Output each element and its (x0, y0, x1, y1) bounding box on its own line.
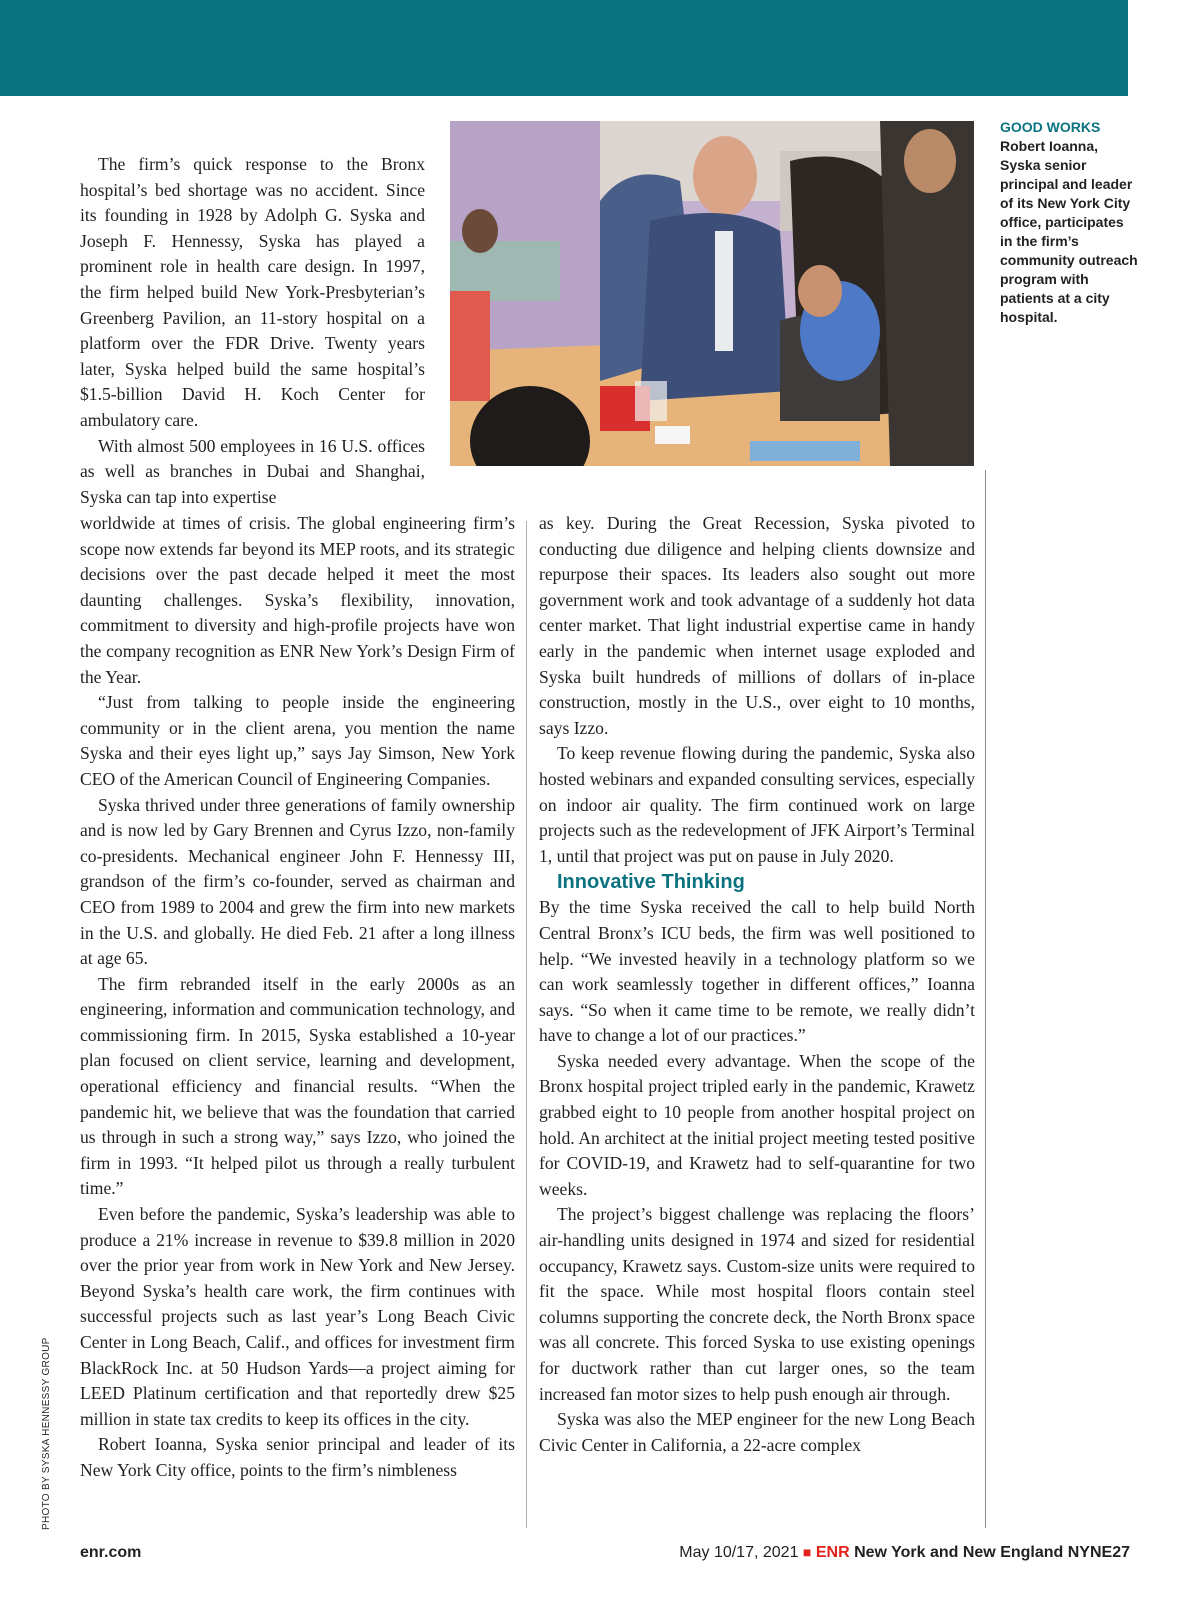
article-column-2 (539, 511, 975, 1458)
paragraph: worldwide at times of crisis. The global engineering firm’s scope now extends far beyond its MEP roots, and its strategic decisions over the past decade helped it meet the most daunting challenges. Syska’s flexibility, innovation, commitment to diversity and high-profile projects have won the company recognition as ENR New York’s Design Firm of the Year. (80, 513, 515, 687)
paragraph: With almost 500 employees in 16 U.S. offices as well as branches in Dubai and Shanghai, Syska can tap into expertise (80, 435, 425, 507)
paragraph: as key. During the Great Recession, Syska pivoted to conducting due diligence and helping clients downsize and repurpose their spaces. Its leaders also sought out more government work and took advantage of a suddenly hot data center market. That light industrial expertise came in handy early in the pandemic when internet usage exploded and Syska built hundreds of millions of dollars of in-place construction, mostly in the U.S., over eight to 10 months, says Izzo. (539, 513, 975, 738)
paragraph: The firm’s quick response to the Bronx hospital’s bed shortage was no accident. Since its founding in 1928 by Adolph G. Syska and Joseph F. Hennessy, Syska has played a prominent role in health care design. In 1997, the firm helped build New York-Presbyterian’s Greenberg Pavilion, an 11-story hospital on a platform over the FDR Drive. Twenty years later, Syska helped build the same hospital’s $1.5-billion David H. Koch Center for ambulatory care. (80, 154, 425, 430)
section-subhead: Innovative Thinking (557, 871, 745, 894)
caption-title: GOOD WORKS (1000, 119, 1101, 135)
footer-date: May 10/17, 2021 (679, 1544, 799, 1561)
photo-caption (1000, 118, 1140, 327)
article-column-1-top (80, 152, 425, 510)
footer-publication: New York and New England NYNE27 (854, 1544, 1130, 1561)
paragraph: Syska needed every advantage. When the scope of the Bronx hospital project tripled early in the pandemic, Krawetz grabbed eight to 10 people from another hospital project on hold. An architect at the initial project meeting tested positive for COVID-19, and Krawetz had to self-quarantine for two weeks. (539, 1050, 975, 1199)
footer-website: enr.com (80, 1544, 142, 1561)
footer-folio (640, 1544, 1130, 1562)
caption-divider (985, 470, 986, 1528)
photo-credit: PHOTO BY SYSKA HENNESSY GROUP (41, 1337, 52, 1530)
footer-square-icon: ■ (802, 1544, 812, 1560)
paragraph: The firm rebranded itself in the early 2000s as an engineering, information and communication technology, and commissioning firm. In 2015, Syska established a 10-year plan focused on client service, learning and development, operational efficiency and financial results. “When the pandemic hit, we believe that was the foundation that carried us through in such a strong way,” says Izzo, who joined the firm in 1993. “It helped pilot us through a really turbulent time.” (80, 973, 515, 1199)
column-divider (526, 521, 527, 1528)
footer-brand: ENR (815, 1544, 850, 1561)
paragraph: Robert Ioanna, Syska senior principal and leader of its New York City office, points to the firm’s nimbleness (80, 1434, 515, 1480)
paragraph: Even before the pandemic, Syska’s leadership was able to produce a 21% increase in revenue to $39.8 million in 2020 over the prior year from work in New York and New Jersey. Beyond Syska’s health care work, the firm continues with successful projects such as last year’s Long Beach Civic Center in Long Beach, Calif., and offices for investment firm BlackRock Inc. at 50 Hudson Yards—a project aiming for LEED Platinum certification and that reportedly drew $25 million in state tax credits to keep its offices in the city. (80, 1204, 515, 1429)
photo-illustration (450, 121, 974, 466)
paragraph: “Just from talking to people inside the engineering community or in the client arena, you mention the name Syska and their eyes light up,” says Jay Simson, New York CEO of the American Council of Engineering Companies. (80, 692, 515, 789)
caption-text: Robert Ioanna, Syska senior principal and leader of its New York City office, participates in the firm’s community outreach program with patients at a city hospital. (1000, 138, 1138, 325)
header-color-bar (0, 0, 1128, 96)
paragraph: By the time Syska received the call to help build North Central Bronx’s ICU beds, the firm was well positioned to help. “We invested heavily in a technology platform so we can work seamlessly together in different offices,” Ioanna says. “So when it came time to be remote, we really didn’t have to change a lot of our practices.” (539, 897, 975, 1046)
paragraph: Syska thrived under three generations of family ownership and is now led by Gary Brennen and Cyrus Izzo, non-family co-presidents. Mechanical engineer John F. Hennessy III, grandson of the firm’s co-founder, served as chairman and CEO from 1989 to 2004 and grew the firm into new markets in the U.S. and globally. He died Feb. 21 after a long illness at age 65. (80, 794, 515, 969)
article-photo (450, 121, 974, 466)
paragraph: To keep revenue flowing during the pandemic, Syska also hosted webinars and expanded consulting services, especially on indoor air quality. The firm continued work on large projects such as the redevelopment of JFK Airport’s Terminal 1, until that project was put on pause in July 2020. (539, 743, 975, 866)
paragraph: The project’s biggest challenge was replacing the floors’ air-handling units designed in 1974 and sized for residential occupancy, Krawetz says. Custom-size units were required to fit the space. While most hospital floors contain steel columns supporting the concrete deck, the North Bronx space was all concrete. This forced Syska to use existing openings for ductwork rather than cut larger ones, so the team increased fan motor sizes to help push enough air through. (539, 1204, 975, 1404)
paragraph: Syska was also the MEP engineer for the new Long Beach Civic Center in California, a 22-acre complex (539, 1409, 975, 1455)
article-column-1-bottom (80, 511, 515, 1484)
